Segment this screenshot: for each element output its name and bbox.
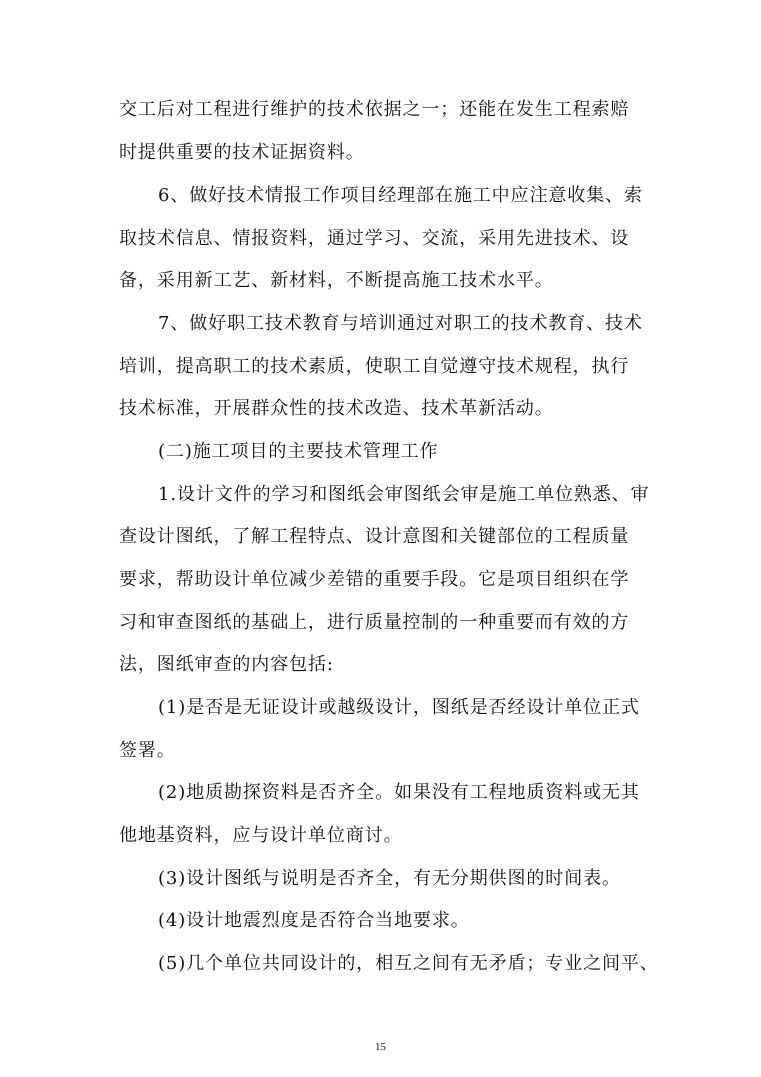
text-line: (1)是否是无证设计或越级设计，图纸是否经设计单位正式 <box>158 697 640 718</box>
text-line: 他地基资料，应与设计单位商讨。 <box>119 825 403 846</box>
text-line: 培训，提高职工的技术素质，使职工自觉遵守技术规程，执行 <box>119 356 630 377</box>
text-line: 要求，帮助设计单位减少差错的重要手段。它是项目组织在学 <box>119 569 630 590</box>
text-line: 备，采用新工艺、新材料，不断提高施工技术水平。 <box>119 270 554 291</box>
text-line: 法，图纸审查的内容包括: <box>119 654 334 675</box>
text-line: 6、做好技术情报工作项目经理部在施工中应注意收集、索 <box>158 185 643 206</box>
text-line: 取技术信息、情报资料，通过学习、交流，采用先进技术、设 <box>119 228 630 249</box>
text-line: 时提供重要的技术证据资料。 <box>119 142 365 163</box>
text-line: 交工后对工程进行维护的技术依据之一；还能在发生工程索赔 <box>119 99 630 120</box>
text-line: 7、做好职工技术教育与培训通过对职工的技术教育、技术 <box>158 313 643 334</box>
text-line: 签署。 <box>119 740 176 761</box>
text-line: 技术标准，开展群众性的技术改造、技术革新活动。 <box>119 398 554 419</box>
text-line: (2)地质勘探资料是否齐全。如果没有工程地质资料或无其 <box>158 782 640 803</box>
section-heading: (二)施工项目的主要技术管理工作 <box>158 441 439 462</box>
text-line: (3)设计图纸与说明是否齐全，有无分期供图的时间表。 <box>158 868 621 889</box>
text-line: 1.设计文件的学习和图纸会审图纸会审是施工单位熟悉、审 <box>158 484 650 505</box>
text-line: 习和审查图纸的基础上，进行质量控制的一种重要而有效的方 <box>119 612 630 633</box>
text-line: 查设计图纸，了解工程特点、设计意图和关键部位的工程质量 <box>119 526 630 547</box>
text-line: (5)几个单位共同设计的，相互之间有无矛盾；专业之间平、 <box>158 953 659 974</box>
text-line: (4)设计地震烈度是否符合当地要求。 <box>158 910 470 931</box>
page-number: 15 <box>375 1041 386 1053</box>
